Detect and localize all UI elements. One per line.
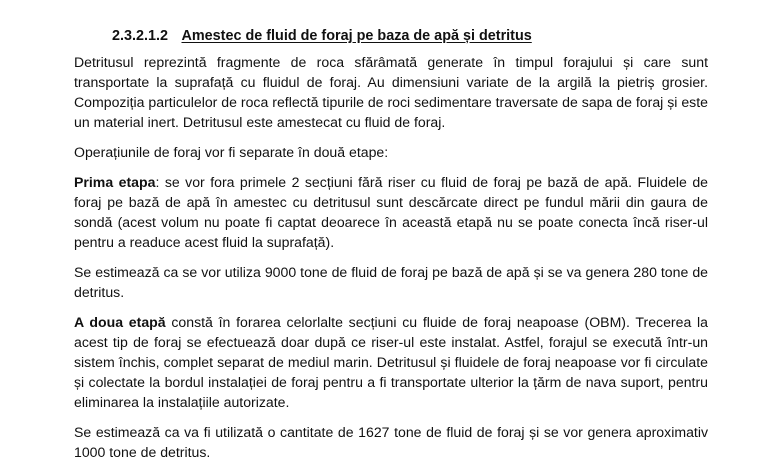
first-stage-lead: Prima etapa — [74, 174, 156, 190]
paragraph-second-stage-estimate: Se estimează ca va fi utilizată o cantitate de 1627 tone de fluid de foraj și se vor genera aproximativ 1000 tone de detritus. — [74, 424, 708, 460]
paragraph-operations-intro: Operațiunile de foraj vor fi separate în două etape: — [74, 144, 389, 160]
document-page — [74, 26, 708, 462]
paragraph-first-stage — [74, 172, 708, 252]
second-stage-text: constă în forarea celorlalte secțiuni cu fluide de foraj neapoase (OBM). Trecerea la acest tip de foraj se efectuează doar după ce riser-ul este instalat. Astfel, forajul se execută într-un sistem închis, complet separat de mediul marin. Detritusul și fluidele de foraj neapoase vor fi circulate și colectate la bordul instalației de foraj pentru a fi transportate ulterior la țărm de nava suport, pentru eliminarea la instalațiile autorizate. — [74, 314, 708, 410]
first-stage-text: : se vor fora primele 2 secțiuni fără riser cu fluid de foraj pe bază de apă. Fluidele de foraj pe bază de apă în amestec cu detritusul sunt descărcate direct pe fundul mării din gaura de sondă (acest volum nu poate fi captat deoarece în această etapă nu se poate conecta încă riser-ul pentru a readuce acest fluid la suprafață). — [74, 174, 709, 250]
paragraph-second-stage — [74, 312, 708, 412]
paragraph-first-stage-estimate: Se estimează ca se vor utiliza 9000 tone de fluid de foraj pe bază de apă și se va genera 280 tone de detritus. — [74, 264, 708, 300]
paragraph-detritus-definition: Detritusul reprezintă fragmente de roca sfărâmată generate în timpul forajului și care sunt transportate la suprafață cu fluidul de foraj. Au dimensiuni variate de la argilă la pietriș grosier. Compoziția particulelor de roca reflectă tipurile de roci sedimentare traversate de sapa de foraj și este un material inert. Detritusul este amestecat cu fluid de foraj. — [74, 54, 708, 130]
section-number: 2.3.2.1.2 — [112, 28, 169, 44]
second-stage-lead: A doua etapă — [74, 314, 166, 330]
section-title: Amestec de fluid de foraj pe baza de apă și detritus — [181, 28, 532, 44]
section-heading — [112, 26, 708, 46]
